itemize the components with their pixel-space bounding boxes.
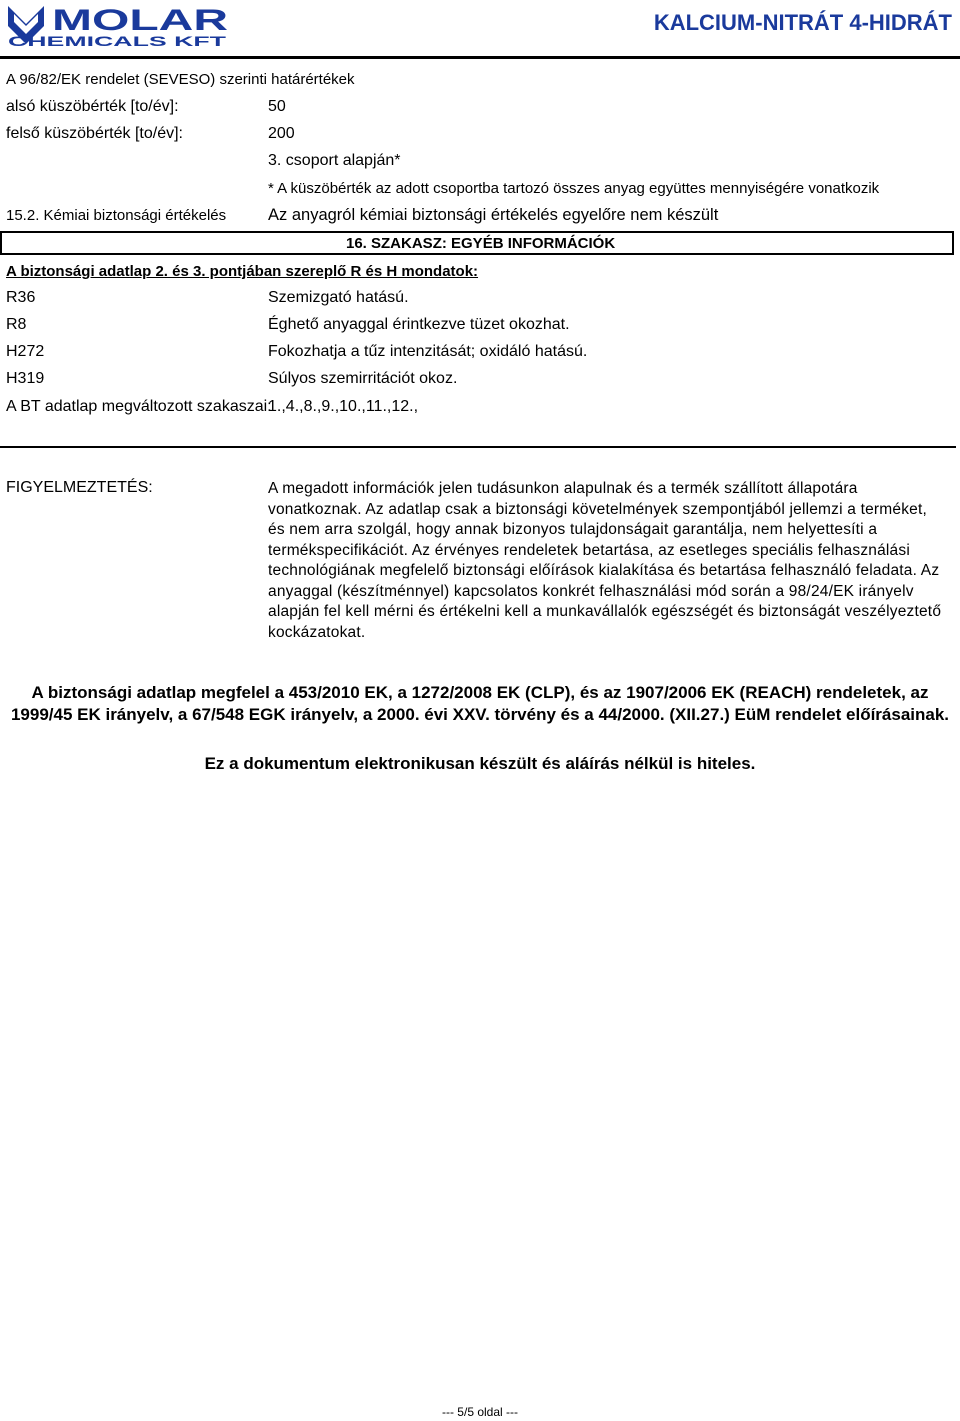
electronic-signature-note: Ez a dokumentum elektronikusan készült és aláírás nélkül is hiteles. [204, 754, 756, 773]
header-divider [0, 56, 960, 59]
section-16-header [0, 231, 954, 255]
phrase-text: Szemizgató hatású. [268, 289, 409, 306]
changed-sections-value: 1.,4.,8.,9.,10.,11.,12., [268, 398, 419, 415]
logo-text-chemicals: CHEMICALS KFT [8, 33, 227, 48]
seveso-heading: A 96/82/EK rendelet (SEVESO) szerinti határértékek [6, 71, 355, 88]
compliance-statement: A biztonsági adatlap megfelel a 453/2010 EK, a 1272/2008 EK (CLP), és az 1907/2006 EK (REACH) rendeletek, az 1999/45 EK irányelv, a 67/548 EGK irányelv, a 2000. évi XXV. törvény és a 44/2000. (XII.27.) EüM rendelet előírásainak. [10, 683, 950, 724]
product-title: KALCIUM-NITRÁT 4-HIDRÁT [653, 10, 952, 35]
phrase-code: H272 [6, 343, 45, 360]
upper-threshold-label: felső küszöbérték [to/év]: [6, 125, 183, 142]
section-divider [0, 446, 956, 448]
lower-threshold-label: alsó küszöbérték [to/év]: [6, 98, 179, 115]
phrase-text: Súlyos szemirritációt okoz. [268, 370, 458, 387]
phrase-code: R36 [6, 289, 36, 306]
phrase-code: H319 [6, 370, 45, 387]
phrase-text: Fokozhatja a tűz intenzitását; oxidáló hatású. [268, 343, 588, 360]
upper-threshold-value: 200 [268, 125, 295, 142]
chem-safety-label: 15.2. Kémiai biztonsági értékelés [6, 207, 227, 224]
page-number: --- 5/5 oldal --- [441, 1405, 518, 1419]
chem-safety-value: Az anyagról kémiai biztonsági értékelés egyelőre nem készült [268, 206, 719, 224]
threshold-footnote: * A küszöbérték az adott csoportba tartozó összes anyag együttes mennyiségére vonatkozik [268, 180, 880, 197]
lower-threshold-value: 50 [268, 98, 286, 115]
warning-label: FIGYELMEZTETÉS: [6, 479, 153, 496]
phrase-text: Éghető anyaggal érintkezve tüzet okozhat. [268, 316, 570, 333]
group-note: 3. csoport alapján* [268, 152, 401, 169]
phrase-code: R8 [6, 316, 27, 333]
logo-text-molar: MOLAR [52, 4, 229, 37]
phrases-subtitle: A biztonsági adatlap 2. és 3. pontjában szereplő R és H mondatok: [6, 263, 479, 280]
changed-sections-label: A BT adatlap megváltozott szakaszai: [6, 398, 272, 415]
company-logo [6, 4, 230, 48]
section-16-title: 16. SZAKASZ: EGYÉB INFORMÁCIÓK [346, 235, 616, 252]
warning-text: A megadott információk jelen tudásunkon alapulnak és a termék szállított állapotára vonatkoznak. Az adatlap csak a biztonsági követelmények szempontjából jellemzi a terméket, és nem arra szolgál, hogy annak bizonyos tulajdonságait garantálja, nem helyettesíti a termékspecifikációt. Az érvényes rendeletek betartása, az esetleges speciális felhasználási technológiának megfelelő biztonsági előírások kialakítása és betartása felhasználó feladata. Az anyaggal (készítménnyel) kapcsolatos konkrét felhasználási mód során a 98/24/EK irányelv alapján fel kell mérni és értékelni kell a munkavállalók egészségét és biztonságát veszélyeztető kockázatokat. [268, 480, 942, 641]
